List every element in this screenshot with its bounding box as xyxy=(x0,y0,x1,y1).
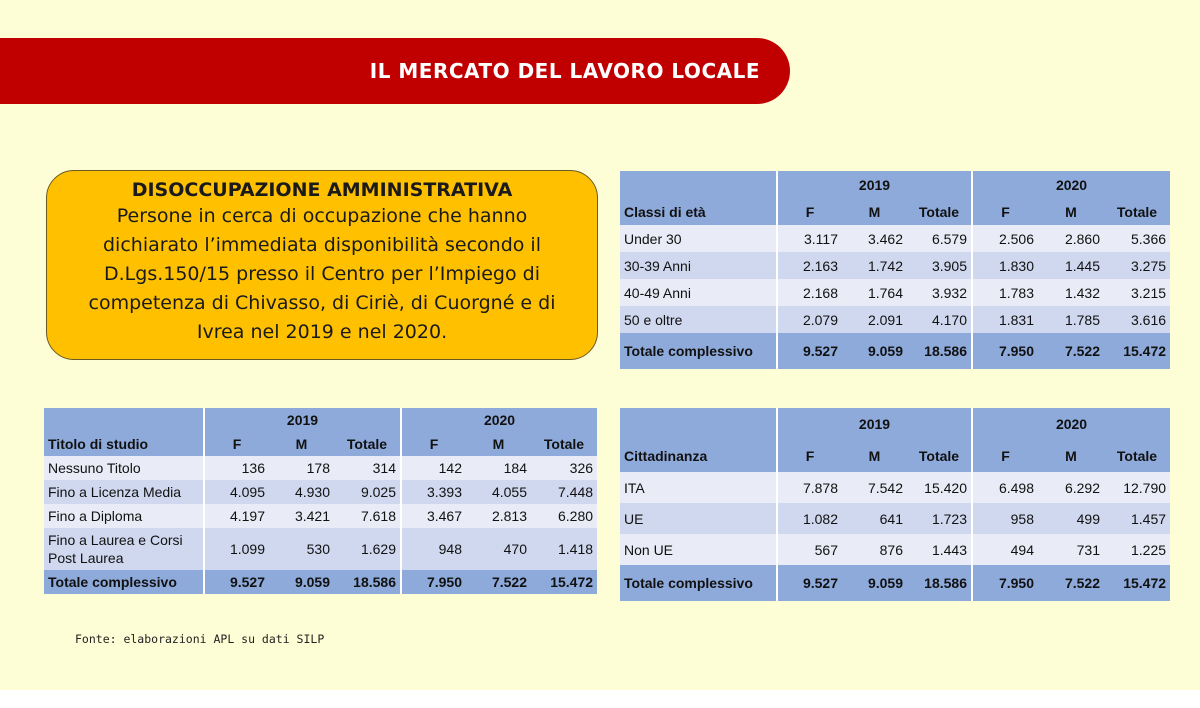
cell: 6.579 xyxy=(931,230,967,247)
table-row xyxy=(620,279,1170,306)
cell: 178 xyxy=(306,460,330,476)
cell: 15.420 xyxy=(924,479,967,496)
cell: 948 xyxy=(401,528,466,570)
total-cell: 7.950 xyxy=(972,565,1038,601)
cell: 2.079 xyxy=(777,306,842,333)
col-m: M xyxy=(842,439,907,472)
table-row xyxy=(44,504,597,528)
year-header-row xyxy=(44,408,597,432)
cell: 530 xyxy=(306,541,330,557)
row-header-label: Cittadinanza xyxy=(620,439,777,472)
cell: 1.082 xyxy=(777,503,842,534)
year-2020-header: 2020 xyxy=(972,408,1170,439)
table-row xyxy=(620,225,1170,252)
cell: 3.932 xyxy=(931,284,967,301)
total-cell: 9.059 xyxy=(867,342,903,359)
cell: 3.215 xyxy=(1130,284,1167,301)
col-m: M xyxy=(1038,198,1104,225)
total-label: Totale complessivo xyxy=(624,342,753,359)
row-label: ITA xyxy=(624,479,645,496)
cell: 1.831 xyxy=(972,306,1038,333)
blank-cell xyxy=(620,408,777,439)
cell: 6.498 xyxy=(972,472,1038,503)
cell: 3.462 xyxy=(867,230,903,247)
info-box-title: DISOCCUPAZIONE AMMINISTRATIVA xyxy=(131,179,513,201)
cell: 1.764 xyxy=(867,284,903,301)
cell: 2.163 xyxy=(777,252,842,279)
col-f: F xyxy=(777,198,842,225)
cell: 1.457 xyxy=(1130,510,1167,527)
year-2020-header: 2020 xyxy=(972,171,1170,198)
cell: 7.618 xyxy=(360,508,396,524)
cell: 1.432 xyxy=(1064,284,1100,301)
info-box xyxy=(46,170,598,360)
cell: 4.055 xyxy=(491,484,527,500)
total-cell: 7.950 xyxy=(972,333,1038,369)
year-2019-header: 2019 xyxy=(204,408,401,432)
col-f: F xyxy=(972,439,1038,472)
cell: 2.813 xyxy=(491,508,527,524)
col-m: M xyxy=(842,198,907,225)
cell: 6.292 xyxy=(1064,479,1100,496)
cell: 1.785 xyxy=(1064,311,1100,328)
col-totale: Totale xyxy=(907,439,972,472)
cell: 12.790 xyxy=(1123,479,1167,496)
cell: 142 xyxy=(401,456,466,480)
col-totale: Totale xyxy=(1104,198,1170,225)
cell: 1.443 xyxy=(931,541,967,558)
cell: 494 xyxy=(972,534,1038,565)
education-table xyxy=(44,408,597,594)
row-header-label: Classi di età xyxy=(620,198,777,225)
total-cell: 9.527 xyxy=(777,333,842,369)
cell: 3.393 xyxy=(401,480,466,504)
cell: 314 xyxy=(372,460,396,476)
cell: 6.280 xyxy=(557,508,594,524)
cell: 2.168 xyxy=(777,279,842,306)
col-f: F xyxy=(401,432,466,456)
total-cell: 18.586 xyxy=(924,342,967,359)
title-banner xyxy=(0,38,790,104)
total-cell: 18.586 xyxy=(353,574,396,590)
total-cell: 18.586 xyxy=(924,574,967,591)
cell: 326 xyxy=(569,460,594,476)
cell: 2.091 xyxy=(867,311,903,328)
year-2020-header: 2020 xyxy=(401,408,597,432)
cell: 1.099 xyxy=(204,528,269,570)
column-header-row xyxy=(620,198,1170,225)
total-label: Totale complessivo xyxy=(624,574,753,591)
cell: 876 xyxy=(879,541,903,558)
cell: 1.830 xyxy=(972,252,1038,279)
table-row xyxy=(44,456,597,480)
source-note: Fonte: elaborazioni APL su dati SILP xyxy=(75,632,325,646)
age-class-table xyxy=(620,171,1170,369)
col-m: M xyxy=(269,432,334,456)
info-box-line: Ivrea nel 2019 e nel 2020. xyxy=(196,321,448,343)
table-row xyxy=(620,306,1170,333)
col-f: F xyxy=(972,198,1038,225)
cell: 1.742 xyxy=(867,257,903,274)
year-2019-header: 2019 xyxy=(777,171,972,198)
cell: 958 xyxy=(972,503,1038,534)
row-label: Non UE xyxy=(624,541,674,558)
info-box-line: competenza di Chivasso, di Ciriè, di Cuorgné e di xyxy=(88,292,556,314)
cell: 2.506 xyxy=(972,225,1038,252)
year-header-row xyxy=(620,408,1170,439)
banner-title: IL MERCATO DEL LAVORO LOCALE xyxy=(369,59,760,83)
total-row xyxy=(44,570,597,594)
total-label: Totale complessivo xyxy=(48,574,177,590)
table-row xyxy=(620,472,1170,503)
column-header-row xyxy=(620,439,1170,472)
cell: 4.095 xyxy=(204,480,269,504)
total-cell: 15.472 xyxy=(1123,342,1167,359)
cell: 1.418 xyxy=(557,541,594,557)
row-label: 30-39 Anni xyxy=(624,257,691,274)
cell: 641 xyxy=(879,510,903,527)
cell: 7.542 xyxy=(867,479,903,496)
row-label: Fino a Diploma xyxy=(48,508,143,524)
year-2019-header: 2019 xyxy=(777,408,972,439)
cell: 1.445 xyxy=(1064,257,1100,274)
row-label: Nessuno Titolo xyxy=(48,460,141,476)
cell: 3.905 xyxy=(931,257,967,274)
row-header-label: Titolo di studio xyxy=(44,432,204,456)
year-header-row xyxy=(620,171,1170,198)
col-totale: Totale xyxy=(907,198,972,225)
col-f: F xyxy=(777,439,842,472)
total-cell: 9.527 xyxy=(204,570,269,594)
col-totale: Totale xyxy=(531,432,597,456)
total-cell: 9.059 xyxy=(294,574,330,590)
total-row xyxy=(620,333,1170,369)
table-row xyxy=(620,503,1170,534)
cell: 136 xyxy=(204,456,269,480)
cell: 3.275 xyxy=(1130,257,1167,274)
info-box-line: D.Lgs.150/15 presso il Centro per l’Impiego di xyxy=(104,263,540,285)
total-cell: 7.522 xyxy=(1064,574,1100,591)
cell: 3.117 xyxy=(777,225,842,252)
row-label: Fino a Laurea e Corsi Post Laurea xyxy=(48,532,183,566)
cell: 4.930 xyxy=(294,484,330,500)
total-cell: 15.472 xyxy=(1123,574,1167,591)
cell: 4.197 xyxy=(204,504,269,528)
row-label: Under 30 xyxy=(624,230,682,247)
total-row xyxy=(620,565,1170,601)
total-cell: 7.950 xyxy=(401,570,466,594)
cell: 499 xyxy=(1076,510,1100,527)
cell: 1.783 xyxy=(972,279,1038,306)
blank-cell xyxy=(620,171,777,198)
row-label: Fino a Licenza Media xyxy=(48,484,182,500)
cell: 4.170 xyxy=(931,311,967,328)
table-row xyxy=(44,528,597,570)
cell: 3.421 xyxy=(294,508,330,524)
total-cell: 7.522 xyxy=(1064,342,1100,359)
total-cell: 15.472 xyxy=(550,574,594,590)
info-box-line: dichiarato l’immediata disponibilità secondo il xyxy=(103,234,541,256)
total-cell: 9.059 xyxy=(867,574,903,591)
cell: 7.878 xyxy=(777,472,842,503)
col-totale: Totale xyxy=(1104,439,1170,472)
table-row xyxy=(620,252,1170,279)
cell: 184 xyxy=(503,460,527,476)
col-totale: Totale xyxy=(334,432,401,456)
cell: 3.616 xyxy=(1130,311,1167,328)
cell: 7.448 xyxy=(557,484,594,500)
cell: 9.025 xyxy=(360,484,396,500)
row-label: 40-49 Anni xyxy=(624,284,691,301)
total-cell: 7.522 xyxy=(491,574,527,590)
table-row xyxy=(44,480,597,504)
cell: 1.225 xyxy=(1130,541,1167,558)
col-m: M xyxy=(1038,439,1104,472)
cell: 1.629 xyxy=(360,541,396,557)
row-label: UE xyxy=(624,510,644,527)
table-row xyxy=(620,534,1170,565)
info-box-line: Persone in cerca di occupazione che hanno xyxy=(116,205,528,227)
cell: 5.366 xyxy=(1130,230,1167,247)
blank-cell xyxy=(44,408,204,432)
cell: 2.860 xyxy=(1064,230,1100,247)
col-m: M xyxy=(466,432,531,456)
col-f: F xyxy=(204,432,269,456)
cell: 3.467 xyxy=(401,504,466,528)
total-cell: 9.527 xyxy=(777,565,842,601)
cell: 567 xyxy=(777,534,842,565)
cell: 470 xyxy=(503,541,527,557)
cell: 1.723 xyxy=(931,510,967,527)
cell: 731 xyxy=(1076,541,1100,558)
column-header-row xyxy=(44,432,597,456)
row-label: 50 e oltre xyxy=(624,311,683,328)
citizenship-table xyxy=(620,408,1170,601)
